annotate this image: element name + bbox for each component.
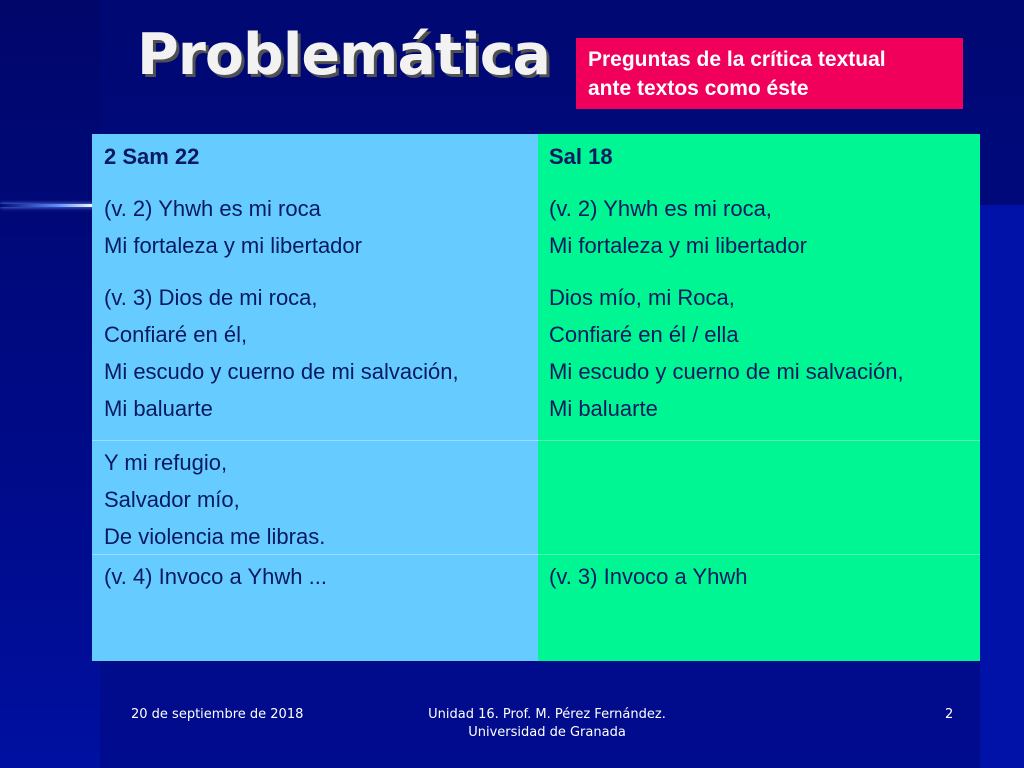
cell-left-row-3 bbox=[104, 558, 327, 595]
verse-line: Mi baluarte bbox=[104, 396, 213, 421]
verse-line: Y mi refugio, bbox=[104, 450, 228, 475]
callout-line-2: ante textos como éste bbox=[588, 77, 809, 100]
cell-right-row-1 bbox=[549, 138, 904, 427]
background-right-band bbox=[980, 205, 1024, 768]
footer-credit-line-2: Universidad de Granada bbox=[468, 725, 626, 740]
page-number: 2 bbox=[945, 707, 954, 722]
verse-line: (v. 3) Dios de mi roca, bbox=[104, 285, 318, 310]
verse-line: Mi escudo y cuerno de mi salvación, bbox=[104, 359, 459, 384]
verse-line: Mi escudo y cuerno de mi salvación, bbox=[549, 359, 904, 384]
verse-line: (v. 4) Invoco a Yhwh ... bbox=[104, 564, 327, 589]
row-divider bbox=[92, 440, 980, 441]
cell-right-row-3 bbox=[549, 558, 748, 595]
footer-date: 20 de septiembre de 2018 bbox=[131, 707, 304, 722]
callout-box bbox=[576, 38, 963, 109]
column-header-right: Sal 18 bbox=[549, 144, 613, 169]
cell-left-row-2 bbox=[104, 444, 325, 555]
verse-line: (v. 3) Invoco a Yhwh bbox=[549, 564, 748, 589]
comparison-table bbox=[92, 134, 980, 661]
verse-line: (v. 2) Yhwh es mi roca, bbox=[549, 196, 772, 221]
verse-line: Confiaré en él, bbox=[104, 322, 248, 347]
background-left-panel bbox=[0, 0, 100, 768]
verse-line: De violencia me libras. bbox=[104, 524, 326, 549]
cell-left-row-1 bbox=[104, 138, 459, 427]
verse-line: Mi fortaleza y mi libertador bbox=[549, 233, 807, 258]
column-header-left: 2 Sam 22 bbox=[104, 144, 200, 169]
slide-title: Problemática bbox=[137, 22, 550, 88]
verse-line: Dios mío, mi Roca, bbox=[549, 285, 735, 310]
footer-credit-line-1: Unidad 16. Prof. M. Pérez Fernández. bbox=[428, 707, 666, 722]
verse-line: Confiaré en él / ella bbox=[549, 322, 739, 347]
decorative-light-streak bbox=[0, 204, 95, 207]
verse-line: Salvador mío, bbox=[104, 487, 240, 512]
footer-credit bbox=[412, 706, 682, 742]
verse-line: (v. 2) Yhwh es mi roca bbox=[104, 196, 321, 221]
verse-line: Mi baluarte bbox=[549, 396, 658, 421]
callout-line-1: Preguntas de la crítica textual bbox=[588, 48, 886, 71]
verse-line: Mi fortaleza y mi libertador bbox=[104, 233, 362, 258]
